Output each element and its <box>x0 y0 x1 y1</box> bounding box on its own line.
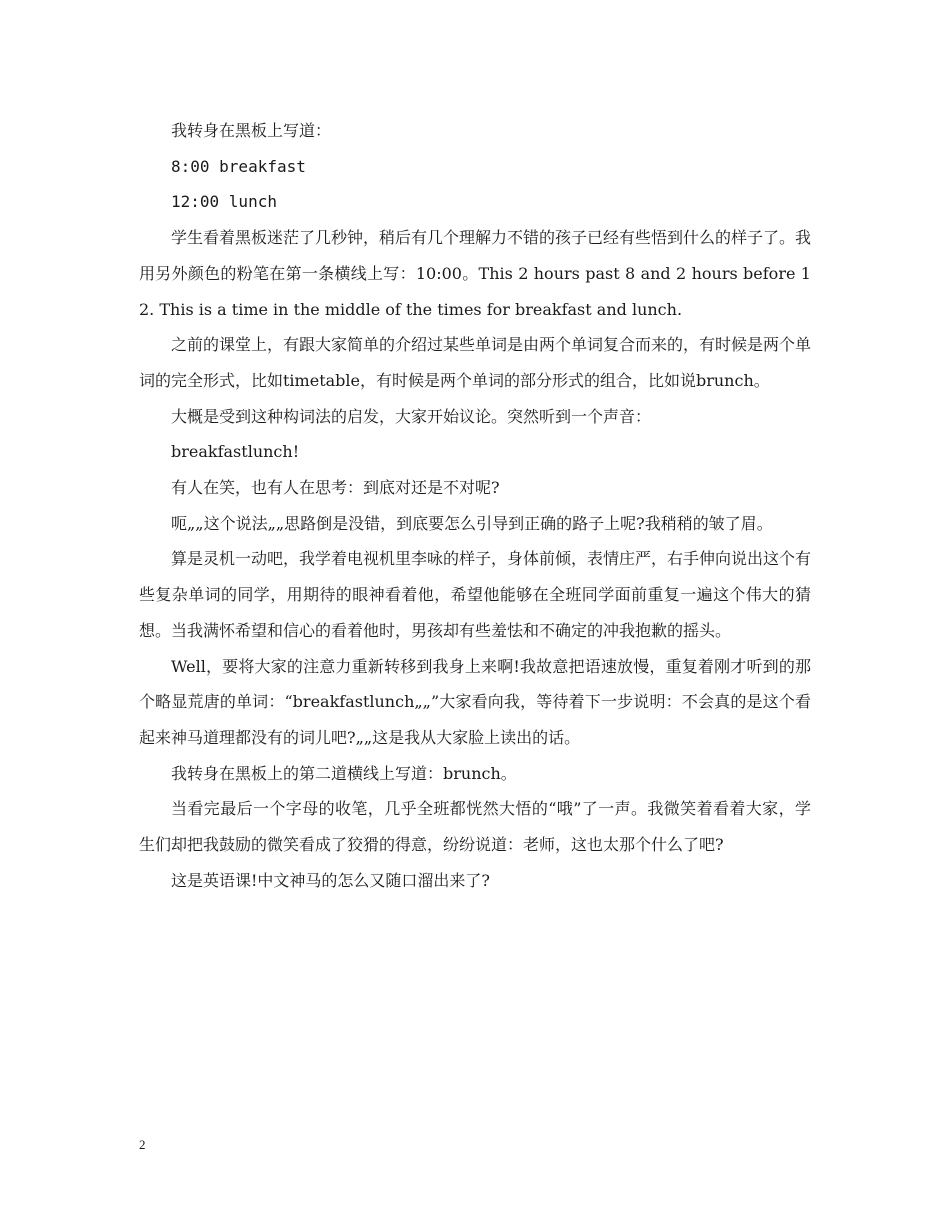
paragraph-8: 有人在笑，也有人在思考：到底对还是不对呢? <box>171 478 500 498</box>
paragraph-14: 这是英语课!中文神马的怎么又随口溜出来了? <box>171 870 491 890</box>
paragraph-13: 当看完最后一个字母的收笔，几乎全班都恍然大悟的“哦”了一声。我微笑着看着大家，学生们却把我鼓励的微笑看成了狡猾的得意，纷纷说道：老师，这也太那个什么了吧? <box>139 799 811 855</box>
paragraph-6: 大概是受到这种构词法的启发，大家开始议论。突然听到一个声音： <box>171 406 652 426</box>
paragraph-10: 算是灵机一动吧，我学着电视机里李咏的样子，身体前倾，表情庄严，右手伸向说出这个有些复杂单词的同学，用期待的眼神看着他，希望他能够在全班同学面前重复一遍这个伟大的猜想。当我满怀希望和信心的看着他时，男孩却有些羞怯和不确定的冲我抱歉的摇头。 <box>139 549 812 640</box>
paragraph-11: Well，要将大家的注意力重新转移到我身上来啊!我故意把语速放慢，重复着刚才听到的那个略显荒唐的单词：“breakfastlunch„„”大家看向我，等待着下一步说明：不会真的是这个看起来神马道理都没有的词儿吧?„„这是我从大家脸上读出的话。 <box>139 656 811 747</box>
paragraph-3: 12:00 lunch <box>171 192 277 212</box>
paragraph-5: 之前的课堂上，有跟大家简单的介绍过某些单词是由两个单词复合而来的，有时候是两个单词的完全形式，比如timetable，有时候是两个单词的部分形式的组合，比如说brunch。 <box>139 335 812 390</box>
paragraph-7: breakfastlunch! <box>171 442 300 462</box>
page-number: 2 <box>139 1137 146 1152</box>
body-text <box>139 113 811 898</box>
paragraph-1: 我转身在黑板上写道： <box>171 121 332 140</box>
paragraph-12: 我转身在黑板上的第二道横线上写道：brunch。 <box>171 763 517 783</box>
paragraph-2: 8:00 breakfast <box>171 156 306 176</box>
paragraph-4: 学生看着黑板迷茫了几秒钟，稍后有几个理解力不错的孩子已经有些悟到什么的样子了。我用另外颜色的粉笔在第一条横线上写：10:00。This 2 hours past 8 and 2 hours before 12. This is a time in the middle of the times for breakfast and lunch. <box>139 228 812 319</box>
paragraph-9: 呃„„这个说法„„思路倒是没错，到底要怎么引导到正确的路子上呢?我稍稍的皱了眉。 <box>171 513 773 533</box>
